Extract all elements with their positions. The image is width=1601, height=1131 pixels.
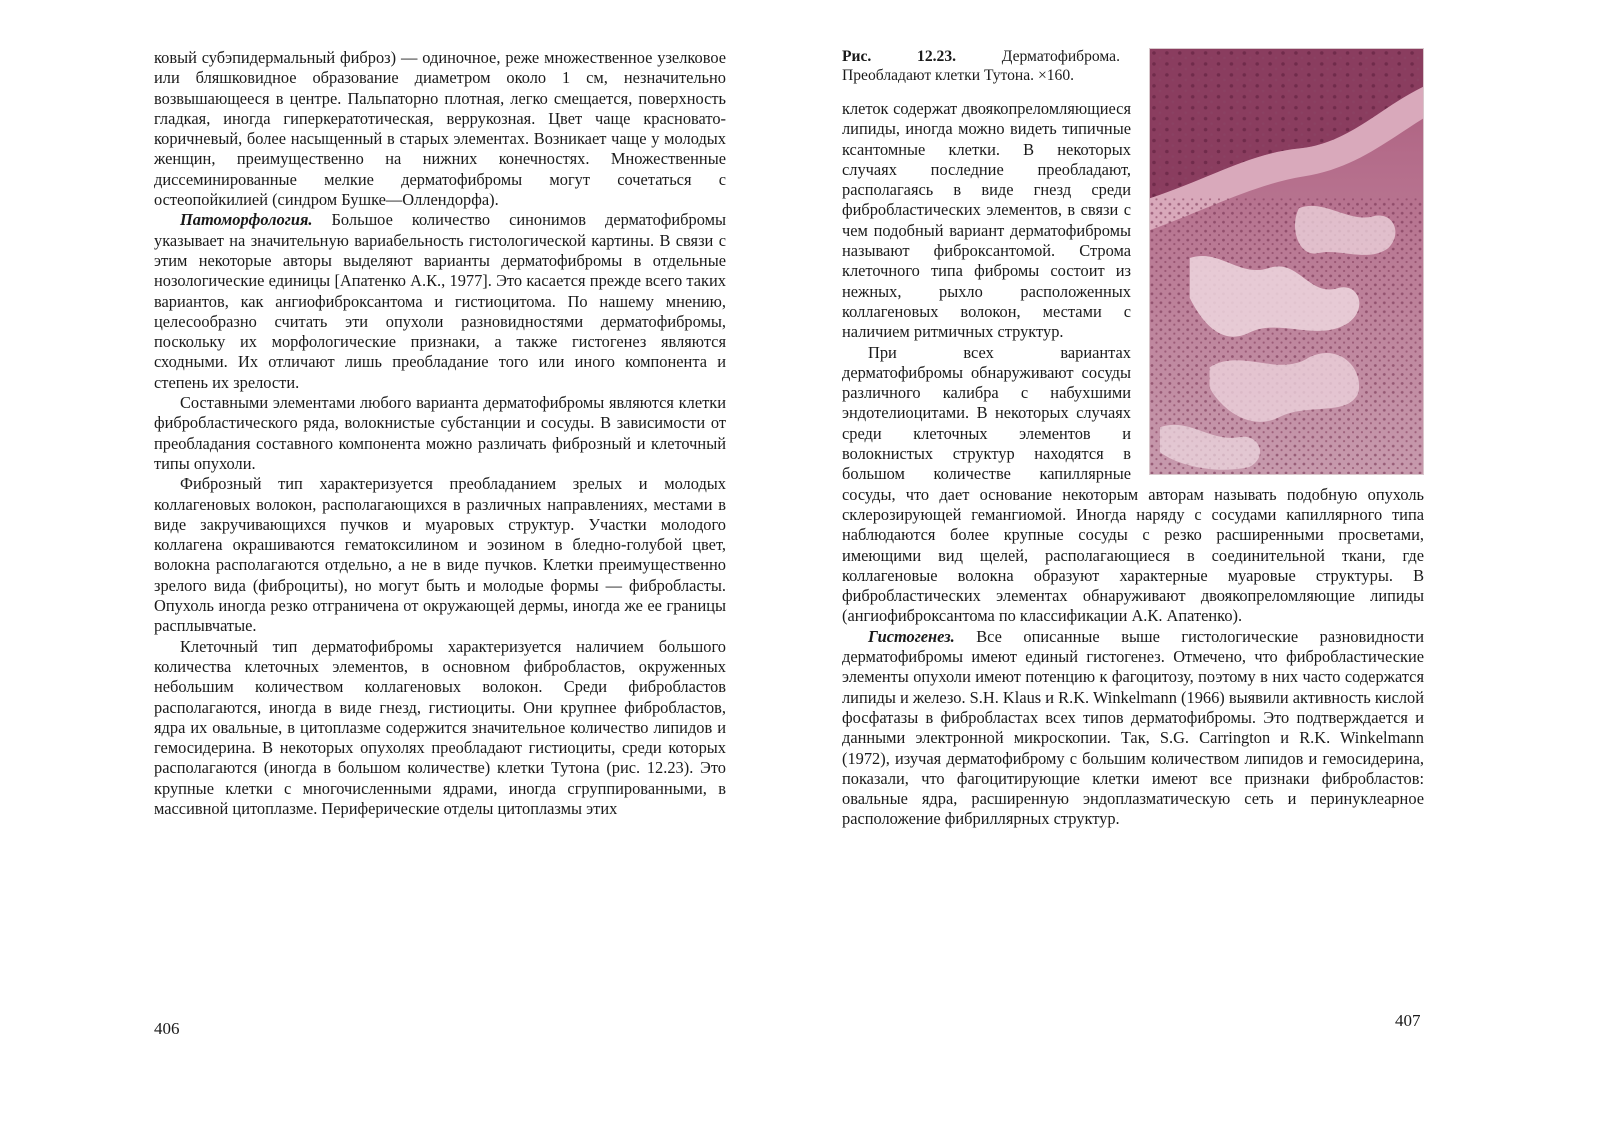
- page-number-right: 407: [1395, 1011, 1421, 1030]
- components-paragraph: Составными элементами любого варианта дерматофибромы являются клетки фибробластического ряда, волокнистые субстанции и сосуды. В зависимости от преобладания составного компонента можно различать фиброзный и клеточный типы опухоли.: [154, 393, 726, 473]
- micrograph-image: [1150, 49, 1423, 474]
- histogenesis-text: Все описанные выше гистологические разновидности дерматофибромы имеют единый гистогенез. Отмечено, что фибробластические элементы опухоли имеют потенцию к фагоцитозу, поэтому в них часто содержатся липиды и железо. S.H. Klaus и R.K. Winkelmann (1966) выявили активность кислой фосфатазы в фибробластах всех типов дерматофибромы. Это подтверждается и данными электронной микроскопии. Так, S.G. Carrington и R.K. Winkelmann (1972), изучая дерматофиброму с большим количеством липидов и гемосидерина, показали, что фагоцитирующие клетки имеют все признаки фибробластов: овальные ядра, расширенную эндоплазматическую сеть и перинуклеарное расположение фибриллярных структур.: [842, 626, 1424, 829]
- figure-caption: [842, 48, 1120, 85]
- cellular-type-paragraph: Клеточный тип дерматофибромы характеризуется наличием большого количества клеточных элементов, в основном фибробластов, окруженных небольшим количеством коллагеновых волокон. Среди фибробластов располагаются, иногда в виде гнезд, гистиоциты. Они крупнее фибробластов, ядра их овальные, в цитоплазме содержится значительное количество липидов и гемосидерина. В некоторых опухолях преобладают гистиоциты, среди которых располагаются (иногда в большом количестве) клетки Тутона (рис. 12.23). Это крупные клетки с многочисленными ядрами, иногда сгруппированными, в массивной цитоплазме. Периферические отделы цитоплазмы этих: [154, 636, 726, 818]
- figure-caption-text: Дерматофиброма. Преобладают клетки Тутона. ×160.: [842, 48, 1120, 84]
- cells-paragraph: клеток содержат двоякопреломляющиеся липиды, иногда можно видеть типичные ксантомные клетки. В некоторых случаях последние преобладают, располагаясь в виде гнезд среди фибробластических элементов, в связи с чем подобный вариант дерматофибромы называют фиброксантомой. Строма клеточного типа фибромы состоит из нежных, рыхло расположенных коллагеновых волокон, местами с наличием ритмичных структур.: [842, 99, 1131, 342]
- pathomorphology-heading: Патоморфология.: [180, 210, 313, 230]
- right-page: [842, 48, 1424, 830]
- micrograph-figure: [1149, 48, 1424, 475]
- page-number-left: 406: [154, 1019, 180, 1038]
- histogenesis-paragraph: [842, 627, 1424, 830]
- vessels-paragraph: При всех вариантах дерматофибромы обнаруживают сосуды различного калибра с набухшими эндотелиоцитами. В некоторых случаях среди клеточных элементов и волокнистых структур находятся в большом количестве капиллярные сосуды, что дает основание некоторым авторам называть подобную опухоль склерозирующей гемангиомой. Иногда наряду с сосудами капиллярного типа наблюдаются более крупные сосуды с резко расширенными просветами, имеющими вид щелей, располагающиеся в соединительной ткани, где коллагеновые волокна образуют характерные муаровые структуры. В фибробластических элементах обнаруживают двоякопреломляющие липиды (ангиофиброксантома по классификации А.К. Апатенко).: [842, 342, 1424, 626]
- histogenesis-heading: Гистогенез.: [868, 626, 955, 646]
- figure-caption-label: Рис. 12.23.: [842, 48, 957, 65]
- fibrous-type-paragraph: Фиброзный тип характеризуется преобладанием зрелых и молодых коллагеновых волокон, располагающихся в различных направлениях, местами в виде закручивающихся пучков и муаровых структур. Участки молодого коллагена окрашиваются гематоксилином и эозином в бледно-голубой цвет, волокна располагаются отдельно, а не в виде пучков. Клетки преимущественно зрелого вида (фиброциты), но могут быть и молодые формы — фибробласты. Опухоль иногда резко отграничена от окружающей дермы, иногда же ее границы расплывчатые.: [154, 474, 726, 636]
- pathomorphology-paragraph: [154, 210, 726, 393]
- left-page: [154, 48, 726, 819]
- intro-paragraph: ковый субэпидермальный фиброз) — одиночное, реже множественное узелковое или бляшковидное образование диаметром около 1 см, незначительно возвышающееся в центре. Пальпаторно плотная, легко смещается, поверхность гладкая, иногда гиперкератотическая, веррукозная. Цвет чаще красновато-коричневый, более насыщенный в старых элементах. Возникает чаще у молодых женщин, преимущественно на нижних конечностях. Множественные диссеминированные мелкие дерматофибромы могут сочетаться с остеопойкилией (синдром Бушке—Оллендорфа).: [154, 48, 726, 210]
- pathomorphology-text: Большое количество синонимов дерматофибромы указывает на значительную вариабельность гистологической картины. В связи с этим некоторые авторы выделяют варианты дерматофибромы в отдельные нозологические единицы [Апатенко А.К., 1977]. Это касается прежде всего таких вариантов, как ангиофиброксантома и гистиоцитома. По нашему мнению, целесообразно считать эти опухоли разновидностями дерматофибромы, поскольку их морфологические признаки, а также гистогенез являются сходными. Их отличают лишь преобладание того или иного компонента и степень их зрелости.: [154, 210, 726, 392]
